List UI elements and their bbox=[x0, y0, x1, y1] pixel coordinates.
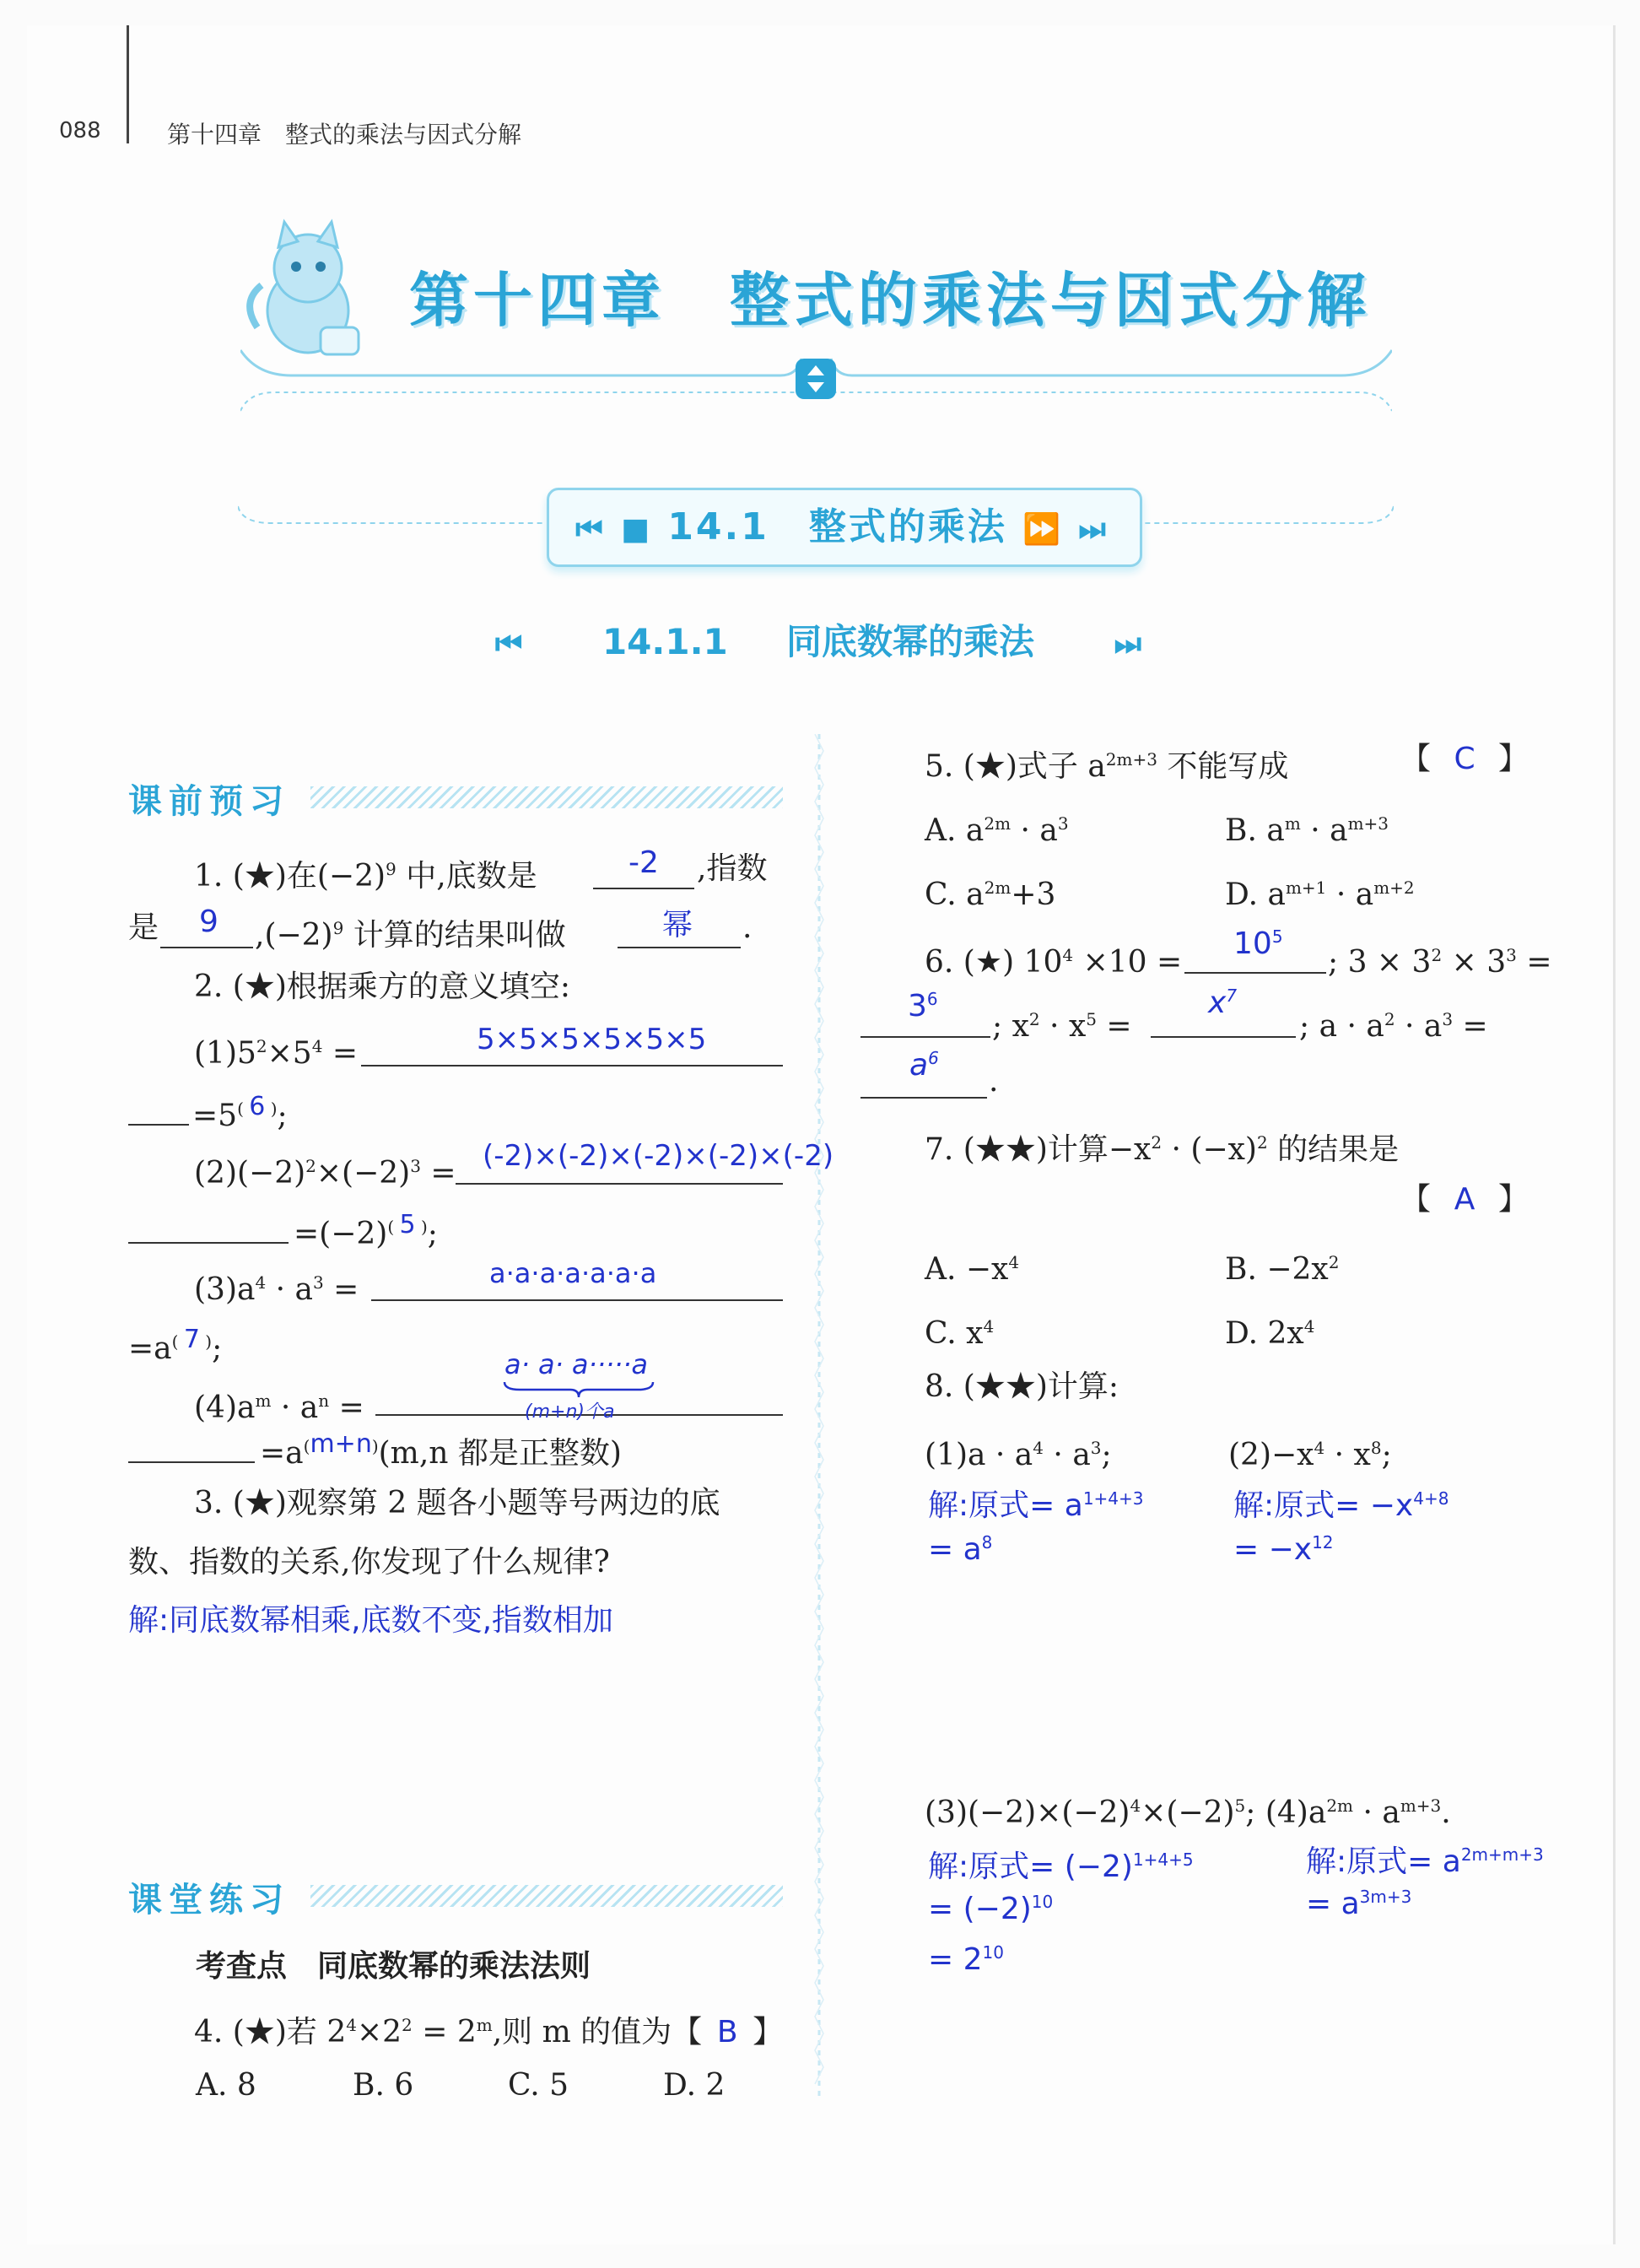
section-title bbox=[547, 496, 1137, 550]
q6-blank3 bbox=[1151, 1036, 1296, 1038]
q2-s2-blank bbox=[456, 1183, 783, 1185]
q8-s4-solution-2: = $a^{3m+3}$ bbox=[1306, 1887, 1412, 1921]
q6-answer4: $a^6$ bbox=[909, 1048, 939, 1083]
q5-option-b: B. $a^m \cdot a^{m+3}$ bbox=[1225, 813, 1389, 848]
subsection-name: 同底数幂的乘法 bbox=[786, 621, 1035, 662]
q4-option-a: A. 8 bbox=[196, 2068, 256, 2103]
q8-s2-solution-1: 解:原式= $-x^{4+8}$ bbox=[1233, 1488, 1449, 1523]
page-edge-shadow bbox=[1613, 25, 1616, 2244]
q5-stem: 5. (★)式子 $a^{2m+3}$ 不能写成 bbox=[925, 749, 1289, 784]
q2-s1-blank bbox=[361, 1065, 783, 1066]
column-divider bbox=[813, 734, 825, 2101]
q2-s4-result-answer: m+n bbox=[310, 1429, 372, 1459]
fast-forward-icon: ⏩ bbox=[1022, 512, 1064, 547]
q8-s3-s4: $(3)(-2)\times(-2)^4\times(-2)^5$; $(4)a^{2m} \cdot a^{m+3}$. bbox=[925, 1796, 1451, 1830]
section-title-text: 14.1 整式的乘法 bbox=[667, 505, 1007, 548]
q2-s2-expr: $(2)(-2)^2\times(-2)^3$ = bbox=[194, 1156, 456, 1191]
q8-s2-solution-2: = $-x^{12}$ bbox=[1233, 1532, 1334, 1567]
rewind-icon: ⏮ bbox=[494, 627, 523, 662]
q2-s4-answer-top: a· a· a·····a bbox=[504, 1348, 648, 1380]
q6-part3: ; $x^2 \cdot x^5$ = bbox=[992, 1009, 1132, 1044]
q1-line1: 1. (★)在$(-2)^9$ 中,底数是 bbox=[194, 859, 537, 894]
q1-base-answer: -2 bbox=[628, 845, 659, 880]
header-rule bbox=[127, 25, 129, 143]
class-practice-hatch bbox=[310, 1885, 783, 1907]
q6-blank1 bbox=[1184, 972, 1326, 974]
q7-answer: A bbox=[1454, 1182, 1475, 1217]
q1-exp-blank bbox=[160, 947, 253, 948]
q6-part1: 6. (★) $10^4 \times 10$ = bbox=[925, 945, 1183, 980]
running-title: 第十四章 整式的乘法与因式分解 bbox=[167, 121, 522, 148]
q4-option-b: B. 6 bbox=[353, 2068, 414, 2103]
skip-end-icon: ⏭ bbox=[1078, 512, 1109, 547]
subsection-number: 14.1.1 bbox=[602, 621, 728, 662]
subsection-title bbox=[472, 614, 1164, 665]
q3-line2: 数、指数的关系,你发现了什么规律? bbox=[128, 1545, 610, 1580]
q4-answer: B bbox=[716, 2015, 738, 2049]
q6-answer3: $x^7$ bbox=[1208, 986, 1238, 1020]
q6-answer2: $3^6$ bbox=[908, 989, 938, 1023]
q3-line1: 3. (★)观察第 2 题各小题等号两边的底 bbox=[194, 1486, 720, 1520]
q2-s2-lead-blank bbox=[128, 1242, 289, 1244]
q5-answer: C bbox=[1454, 742, 1475, 776]
q2-s1-result-answer: 6 bbox=[249, 1092, 266, 1121]
q4-option-d: D. 2 bbox=[663, 2068, 726, 2103]
q6-part2: ; $3 \times 3^2 \times 3^3$ = bbox=[1328, 945, 1552, 980]
checkpoint-label: 考查点 同底数幂的乘法法则 bbox=[196, 1948, 591, 1984]
q8-s4-solution-1: 解:原式= $a^{2m+m+3}$ bbox=[1306, 1844, 1544, 1879]
q6-blank2 bbox=[860, 1036, 990, 1038]
q8-s1: $(1)a \cdot a^4 \cdot a^3$; bbox=[925, 1438, 1112, 1472]
q7-option-a: A. $-x^4$ bbox=[925, 1252, 1020, 1287]
q1-line2-start: 是 bbox=[128, 910, 159, 945]
q2-s4-lead-blank bbox=[128, 1461, 255, 1463]
q6-blank4 bbox=[860, 1097, 987, 1099]
q2-s1-answer: 5×5×5×5×5×5 bbox=[477, 1023, 707, 1056]
q8-s1-solution-2: = $a^8$ bbox=[928, 1532, 993, 1567]
q2-s3-expr: $(3)a^4 \cdot a^3$ = bbox=[194, 1272, 359, 1307]
q2-s3-result-answer: 7 bbox=[183, 1325, 200, 1354]
chapter-divider-ornament bbox=[240, 342, 1392, 418]
rewind-icon: ⏮ bbox=[575, 512, 606, 547]
underbrace-icon bbox=[503, 1380, 655, 1399]
q8-s3-solution-3: = $2^{10}$ bbox=[928, 1942, 1004, 1977]
q6-part4: ; $a \cdot a^2 \cdot a^3$ = bbox=[1299, 1009, 1488, 1044]
q4-option-c: C. 5 bbox=[508, 2068, 569, 2103]
chapter-title: 第十四章 整式的乘法与因式分解 bbox=[409, 266, 1371, 335]
q8-s3-solution-1: 解:原式= $(-2)^{1+4+5}$ bbox=[928, 1850, 1194, 1884]
q2-s4-answer-bottom: (m+n)个a bbox=[525, 1401, 615, 1423]
q1-power-answer: 幂 bbox=[662, 908, 693, 942]
q7-option-b: B. $-2x^2$ bbox=[1225, 1252, 1340, 1287]
q7-stem: 7. (★★)计算$-x^2 \cdot (-x)^2$ 的结果是 bbox=[925, 1132, 1400, 1167]
q2-s2-answer: (-2)×(-2)×(-2)×(-2)×(-2) bbox=[483, 1139, 834, 1173]
q5-bracket: 【 C 】 bbox=[1400, 742, 1529, 776]
q8-stem: 8. (★★)计算: bbox=[925, 1369, 1119, 1404]
q1-base-blank bbox=[593, 888, 694, 889]
q2-s1-lead-blank bbox=[128, 1124, 189, 1126]
q4-stem: 4. (★)若 $2^4\times 2^2 = 2^m$,则 m 的值为【 B 】 bbox=[194, 2015, 784, 2049]
q2-s3-result: $=a^{( 7 )}$; bbox=[128, 1325, 223, 1366]
q8-s1-solution-1: 解:原式= $a^{1+4+3}$ bbox=[928, 1488, 1144, 1523]
q2-s2-result-answer: 5 bbox=[399, 1210, 416, 1239]
q2-s4-result: $=a^{(m+n)}(m,n$ 都是正整数) bbox=[260, 1429, 622, 1471]
q2-s3-answer: a·a·a·a·a·a·a bbox=[489, 1257, 657, 1289]
q5-option-c: C. $a^{2m}+3$ bbox=[925, 878, 1056, 912]
q7-option-c: C. $x^4$ bbox=[925, 1316, 995, 1351]
q2-s1-result: $=5^{( 6 )}$; bbox=[192, 1092, 288, 1133]
q6-end: . bbox=[989, 1064, 999, 1099]
q8-s2: $(2)-x^4 \cdot x^8$; bbox=[1228, 1438, 1392, 1472]
q2-s4-expr: $(4)a^m \cdot a^n$ = bbox=[194, 1390, 364, 1425]
q7-bracket: 【 A 】 bbox=[1400, 1182, 1529, 1217]
q2-s1-expr: $(1)5^2\times 5^4$ = bbox=[194, 1036, 359, 1071]
page-number: 088 bbox=[59, 118, 101, 143]
q5-option-a: A. $a^{2m} \cdot a^3$ bbox=[925, 813, 1069, 848]
pre-study-heading: 课前预习 bbox=[128, 782, 290, 821]
q8-s3-solution-2: = $(-2)^{10}$ bbox=[928, 1892, 1054, 1926]
class-practice-heading: 课堂练习 bbox=[128, 1881, 290, 1920]
q1-line1-end: ,指数 bbox=[697, 851, 768, 886]
square-bullet-icon: ■ bbox=[620, 512, 652, 547]
q2-s2-result: $=(-2)^{( 5 )}$; bbox=[294, 1210, 438, 1251]
q6-answer1: $10^5$ bbox=[1233, 926, 1283, 961]
q1-power-blank bbox=[618, 947, 741, 948]
q1-exp-answer: 9 bbox=[199, 904, 218, 939]
q2-stem: 2. (★)根据乘方的意义填空: bbox=[194, 969, 571, 1004]
q1-line2-mid: $,(-2)^9$ 计算的结果叫做 bbox=[255, 918, 566, 953]
skip-end-icon: ⏭ bbox=[1114, 627, 1142, 662]
q3-answer: 解:同底数幂相乘,底数不变,指数相加 bbox=[128, 1603, 614, 1638]
pre-study-hatch bbox=[310, 786, 783, 808]
q7-option-d: D. $2x^4$ bbox=[1225, 1316, 1315, 1351]
q2-s3-blank bbox=[371, 1299, 783, 1301]
cat-mascot-icon bbox=[240, 218, 375, 361]
q1-line2-end: . bbox=[742, 910, 753, 945]
q5-option-d: D. $a^{m+1} \cdot a^{m+2}$ bbox=[1225, 878, 1415, 912]
